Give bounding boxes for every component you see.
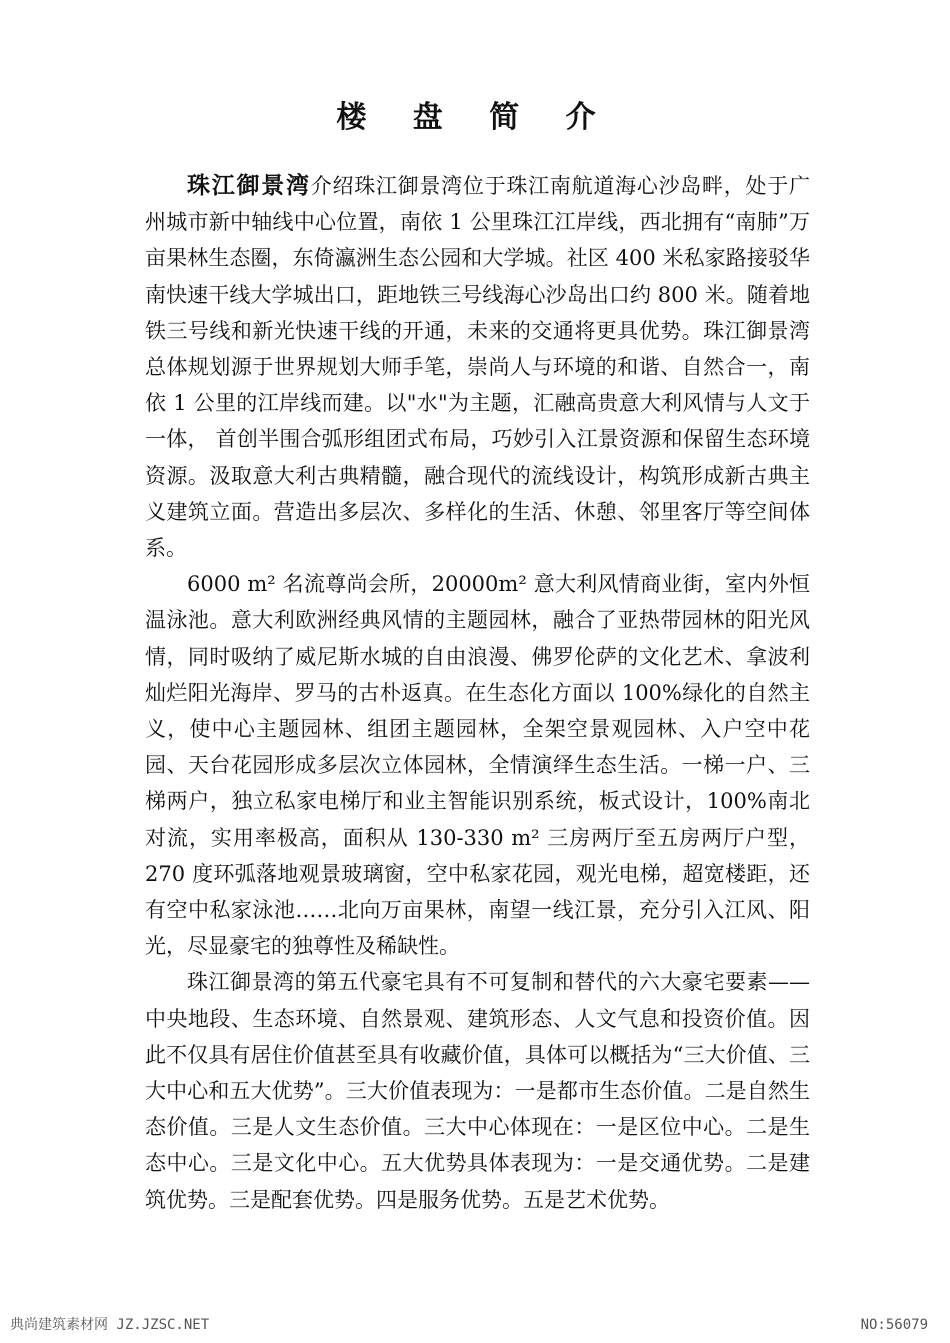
paragraph-values: 珠江御景湾的第五代豪宅具有不可复制和替代的六大豪宅要素——中央地段、生态环境、自然景观、建筑形态、人文气息和投资价值。因此不仅具有居住价值甚至具有收藏价值，具体可以概括为“三大价值、三大中心和五大优势”。三大价值表现为：一是都市生态价值。二是自然生态价值。三是人文生态价值。三大中心体现在：一是区位中心。二是生态中心。三是文化中心。五大优势具体表现为：一是交通优势。二是建筑优势。三是配套优势。四是服务优势。五是艺术优势。 — [145, 970, 810, 1212]
watermark-number: NO:56079 — [860, 1317, 928, 1333]
lead-project-name: 珠江御景湾 — [187, 172, 311, 199]
document-body — [145, 168, 810, 1218]
page-title: 楼 盘 简 介 — [336, 100, 614, 135]
paragraph-amenities: 6000 m² 名流尊尚会所，20000m² 意大利风情商业街，室内外恒温泳池。意大利欧洲经典风情的主题园林，融合了亚热带园林的阳光风情，同时吸纳了威尼斯水城的自由浪漫、佛罗伦萨的文化艺术、拿波利灿烂阳光海岸、罗马的古朴返真。在生态化方面以 100%绿化的自然主义，使中心主题园林、组团主题园林，全架空景观园林、入户空中花园、天台花园形成多层次立体园林，全情演绎生态生活。一梯一户、三梯两户，独立私家电梯厅和业主智能识别系统，板式设计，100%南北对流，实用率极高，面积从 130-330 m² 三房两厅至五房两厅户型，270 度环弧落地观景玻璃窗，空中私家花园，观光电梯，超宽楼距，还有空中私家泳池……北向万亩果林，南望一线江景，充分引入江风、阳光，尽显豪宅的独尊性及稀缺性。 — [145, 572, 810, 959]
paragraph-intro-text: 介绍珠江御景湾位于珠江南航道海心沙岛畔，处于广州城市新中轴线中心位置，南依 1 公里珠江江岸线，西北拥有“南肺”万亩果林生态圈，东倚瀛洲生态公园和大学城。社区 400 米私家路接驳华南快速干线大学城出口，距地铁三号线海心沙岛出口约 800 米。随着地铁三号线和新光快速干线的开通，未来的交通将更具优势。珠江御景湾总体规划源于世界规划大师手笔，崇尚人与环境的和谐、自然合一，南依 1 公里的江岸线而建。以"水"为主题，汇融高贵意大利风情与人文于一体， 首创半围合弧形组团式布局，巧妙引入江景资源和保留生态环境资源。汲取意大利古典精髓，融合现代的流线设计，构筑形成新古典主义建筑立面。营造出多层次、多样化的生活、休憩、邻里客厅等空间体系。 — [145, 174, 811, 561]
watermark-site: 典尚建筑素材网 JZ.JZSC.NET — [10, 1317, 210, 1333]
paragraph-intro — [145, 168, 810, 566]
